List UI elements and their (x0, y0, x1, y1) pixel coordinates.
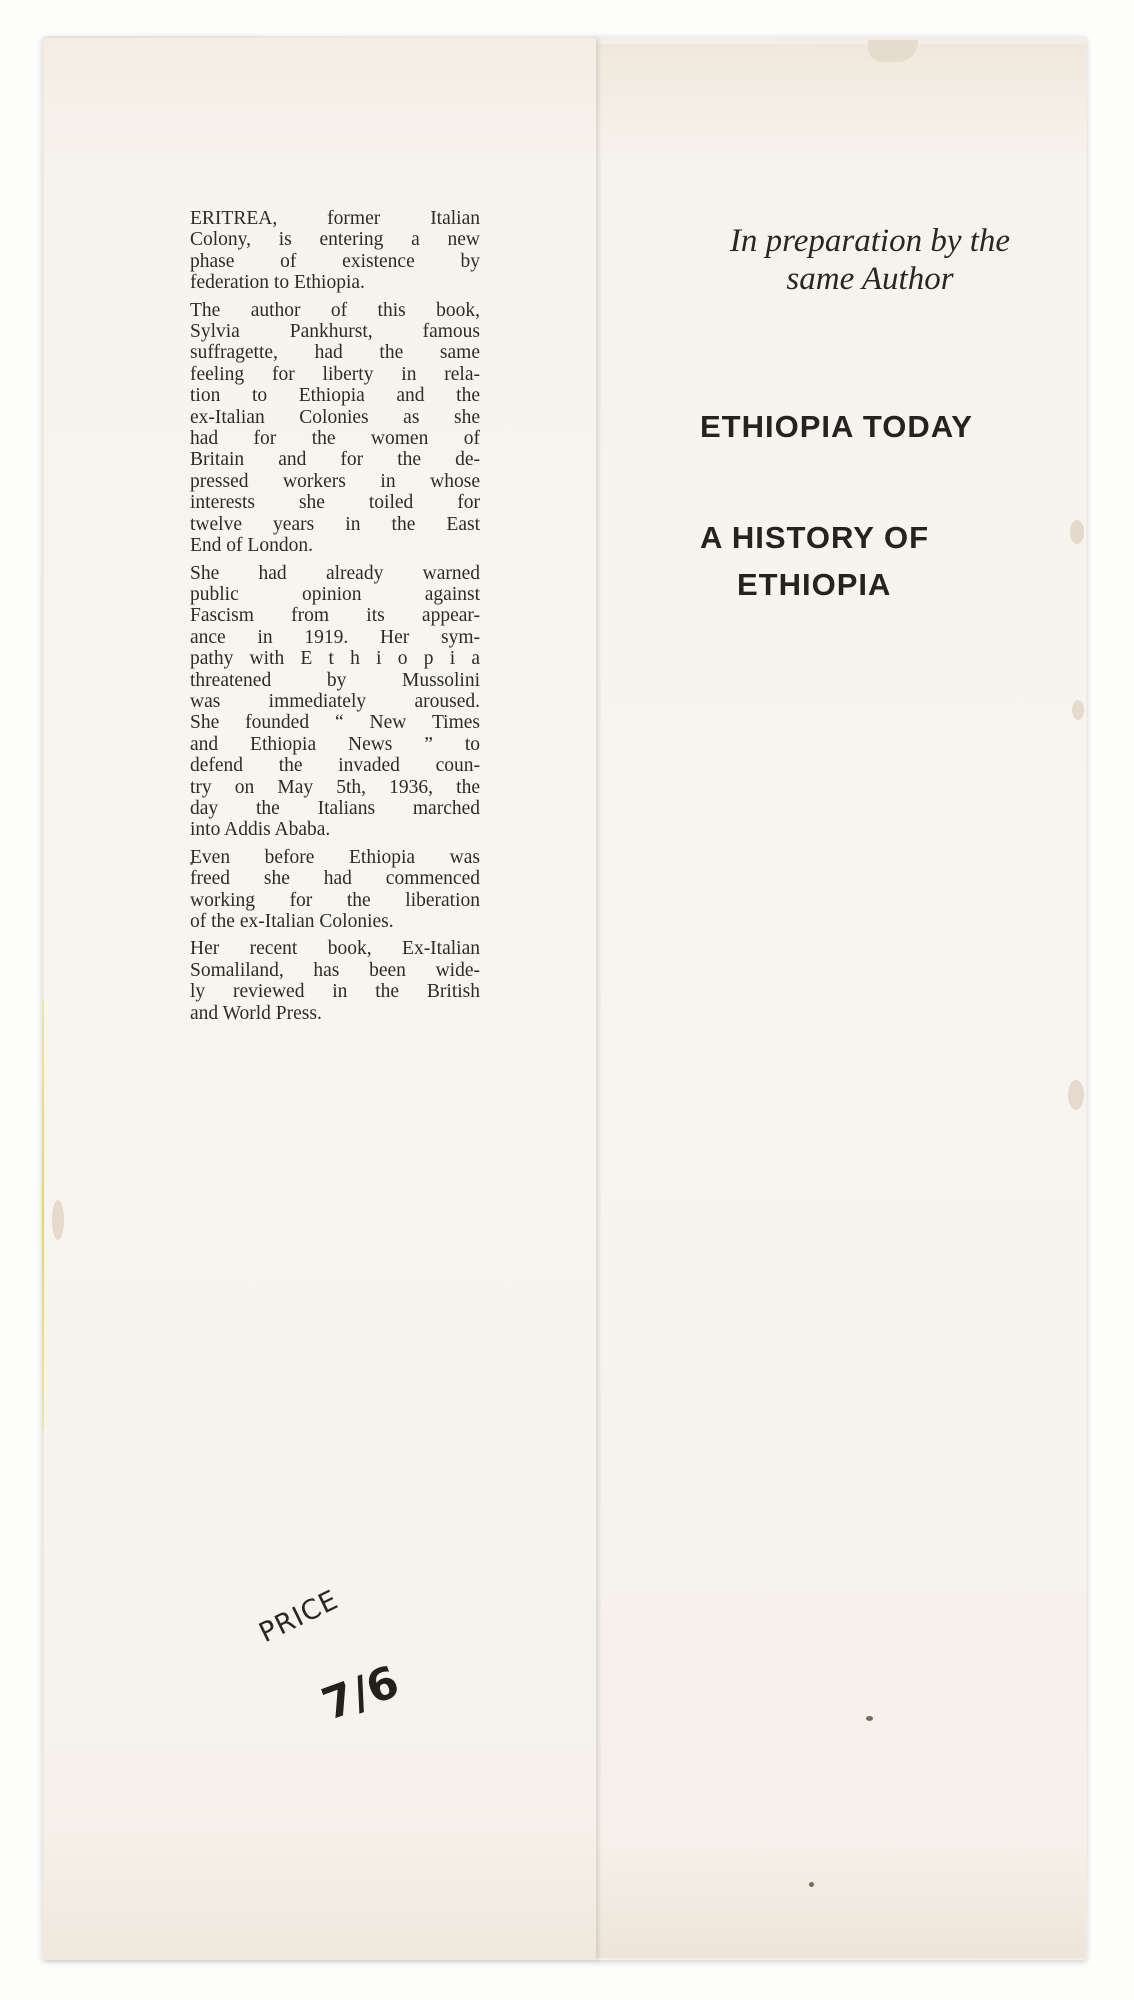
blurb-line: End of London. (190, 535, 313, 557)
blurb-line: pathy with E t h i o p i a (190, 648, 480, 670)
preparation-note (660, 222, 1080, 298)
blurb-line: Britain and for the de- (190, 449, 480, 471)
blurb-line: Her recent book, Ex-Italian (190, 938, 480, 960)
price-value: 7/6 (315, 1656, 406, 1731)
preparation-line-1: In preparation by the (729, 223, 1011, 259)
title-ethiopia-today: ETHIOPIA TODAY (700, 409, 973, 444)
blurb-line: She had already warned (190, 562, 480, 584)
blurb-line: federation to Ethiopia. (190, 272, 365, 294)
blurb-line: Fascism from its appear- (190, 605, 480, 627)
blurb-line: She founded “ New Times (190, 712, 480, 734)
blurb-line: try on May 5th, 1936, the (190, 776, 480, 798)
blurb-line: Even before Ethiopia was (190, 846, 480, 868)
blurb-line: twelve years in the East (190, 513, 480, 535)
blurb-line: tion to Ethiopia and the (190, 385, 480, 407)
speck (809, 1882, 814, 1887)
title-history-line-2: ETHIOPIA (737, 567, 892, 602)
stain (52, 1200, 64, 1240)
blurb-line: day the Italians marched (190, 797, 480, 819)
right-flap (592, 44, 1086, 1958)
blurb-line: defend the invaded coun- (190, 755, 480, 777)
stain (1072, 700, 1084, 720)
blurb-text (190, 208, 480, 1030)
blurb-line: ance in 1919. Her sym- (190, 626, 480, 648)
stain (1070, 520, 1084, 544)
blurb-line: of the ex-Italian Colonies. (190, 911, 394, 932)
blurb-paragraph (190, 300, 480, 557)
blurb-line: ex-Italian Colonies as she (190, 406, 480, 428)
blurb-line: and World Press. (190, 1002, 322, 1024)
blurb-line: pressed workers in whose (190, 470, 480, 492)
blurb-line: Colony, is entering a new (190, 229, 480, 251)
speck (866, 1716, 873, 1721)
title-history-line-1: A HISTORY OF (700, 520, 930, 555)
blurb-line: The author of this book, (190, 299, 480, 321)
blurb-paragraph (190, 208, 480, 294)
blurb-line: threatened by Mussolini (190, 669, 480, 691)
blurb-line: ERITREA, former Italian (190, 208, 480, 229)
blurb-line: was immediately aroused. (190, 690, 480, 712)
blurb-line: working for the liberation (190, 889, 480, 911)
blurb-line: Somaliland, has been wide- (190, 959, 480, 981)
blurb-paragraph (190, 847, 480, 933)
blurb-line: into Addis Ababa. (190, 819, 331, 841)
stain (1068, 1080, 1084, 1110)
blurb-line: Sylvia Pankhurst, famous (190, 321, 480, 343)
blurb-line: suffragette, had the same (190, 342, 480, 364)
price-label: PRICE (254, 1584, 344, 1649)
blurb-line: phase of existence by (190, 250, 480, 272)
blurb-line: freed she had commenced (190, 868, 480, 890)
blurb-line: had for the women of (190, 428, 480, 450)
blurb-paragraph (190, 938, 480, 1024)
blurb-line: interests she toiled for (190, 492, 480, 514)
blurb-line: public opinion against (190, 583, 480, 605)
blurb-paragraph (190, 563, 480, 841)
blurb-line: and Ethiopia News ” to (190, 733, 480, 755)
blurb-line: feeling for liberty in rela- (190, 363, 480, 385)
blurb-line: ly reviewed in the British (190, 981, 480, 1003)
preparation-line-2: same Author (786, 261, 954, 297)
